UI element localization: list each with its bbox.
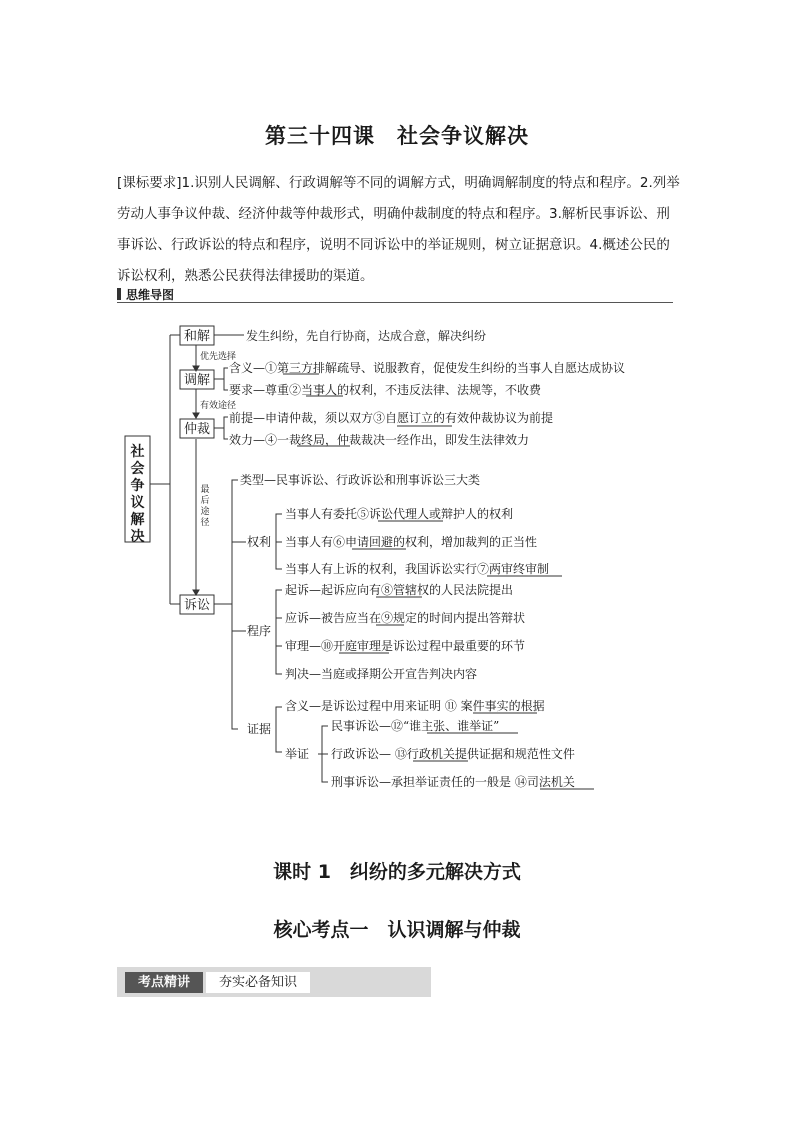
zhongcai-item: 效力—④一裁终局，仲裁裁决一经作出，即发生法律效力 bbox=[229, 433, 530, 447]
zuihou-char: 后 bbox=[200, 496, 210, 506]
zuihou-char: 途 bbox=[200, 507, 210, 517]
root-char: 解 bbox=[130, 512, 145, 528]
chengxu-item: 判决—当庭或择期公开宣告判决内容 bbox=[285, 667, 478, 681]
quanli-item: 当事人有委托⑤诉讼代理人或辩护人的权利 bbox=[285, 507, 514, 521]
requirements-label: [课标要求] bbox=[117, 175, 182, 191]
node-zhongcai: 仲裁 bbox=[183, 422, 211, 437]
juzheng-item: 刑事诉讼—承担举证责任的一般是 ⑭司法机关 bbox=[331, 775, 575, 789]
node-hejie: 和解 bbox=[183, 329, 211, 344]
chengxu-label: 程序 bbox=[247, 624, 272, 638]
zhengju-hanyi: 含义—是诉讼过程中用来证明 ⑪ 案件事实的根据 bbox=[285, 699, 545, 713]
edge-label-youxian: 优先选择 bbox=[200, 352, 237, 362]
hejie-text: 发生纠纷，先自行协商，达成合意，解决纠纷 bbox=[246, 329, 487, 343]
tiaojie-item: 要求—尊重②当事人的权利，不违反法律、法规等，不收费 bbox=[229, 383, 542, 397]
juzheng-item: 行政诉讼— ⑬行政机关提供证据和规范性文件 bbox=[331, 747, 575, 761]
lesson-title: 课时 1 纠纷的多元解决方式 bbox=[273, 861, 521, 883]
root-char: 会 bbox=[130, 461, 145, 477]
root-char: 议 bbox=[130, 495, 145, 511]
node-susong: 诉讼 bbox=[183, 598, 211, 613]
edge-label-zuihou bbox=[200, 484, 209, 528]
chengxu-item: 起诉—起诉应向有⑧管辖权的人民法院提出 bbox=[285, 583, 514, 597]
edge-label-youxiao: 有效途径 bbox=[200, 401, 237, 411]
root-node bbox=[130, 443, 146, 545]
core-point-title: 核心考点一 认识调解与仲裁 bbox=[273, 919, 521, 941]
root-char: 争 bbox=[130, 478, 145, 494]
chengxu-item: 应诉—被告应当在⑨规定的时间内提出答辩状 bbox=[285, 611, 526, 625]
root-char: 社 bbox=[130, 444, 145, 460]
section-tag-bar bbox=[117, 967, 431, 997]
page-title: 第三十四课 社会争议解决 bbox=[265, 124, 529, 148]
zuihou-char: 径 bbox=[200, 518, 210, 528]
tag-hangshi: 夯实必备知识 bbox=[206, 972, 310, 993]
juzheng-item: 民事诉讼—⑫“谁主张、谁举证” bbox=[331, 719, 500, 733]
zhengju-label: 证据 bbox=[247, 722, 272, 736]
tiaojie-item: 含义—①第三方排解疏导、说服教育，促使发生纠纷的当事人自愿达成协议 bbox=[229, 361, 626, 375]
requirements-text: 1.识别人民调解、行政调解等不同的调解方式，明确调解制度的特点和程序。2.列举劳动人事争议仲裁、经济仲裁等仲裁形式，明确仲裁制度的特点和程序。3.解析民事诉讼、刑事诉讼、行政诉讼的特点和程序，说明不同诉讼中的举证规则，树立证据意识。4.概述公民的诉讼权利，熟悉公民获得法律援助的渠道。 bbox=[117, 175, 680, 284]
mindmap-heading: 思维导图 bbox=[126, 288, 175, 302]
quanli-label: 权利 bbox=[247, 535, 272, 549]
chengxu-item: 审理—⑩开庭审理是诉讼过程中最重要的环节 bbox=[285, 639, 526, 653]
juzheng-label: 举证 bbox=[285, 747, 310, 761]
root-char: 决 bbox=[130, 529, 145, 545]
susong-type: 类型—民事诉讼、行政诉讼和刑事诉讼三大类 bbox=[240, 473, 481, 487]
quanli-item: 当事人有上诉的权利，我国诉讼实行⑦两审终审制 bbox=[285, 562, 550, 576]
zhongcai-item: 前提—申请仲裁，须以双方③自愿订立的有效仲裁协议为前提 bbox=[229, 411, 554, 425]
node-tiaojie: 调解 bbox=[183, 373, 211, 388]
zuihou-char: 最 bbox=[200, 485, 210, 495]
tag-kaodian: 考点精讲 bbox=[125, 972, 203, 993]
quanli-item: 当事人有⑥申请回避的权利，增加裁判的正当性 bbox=[285, 535, 538, 549]
